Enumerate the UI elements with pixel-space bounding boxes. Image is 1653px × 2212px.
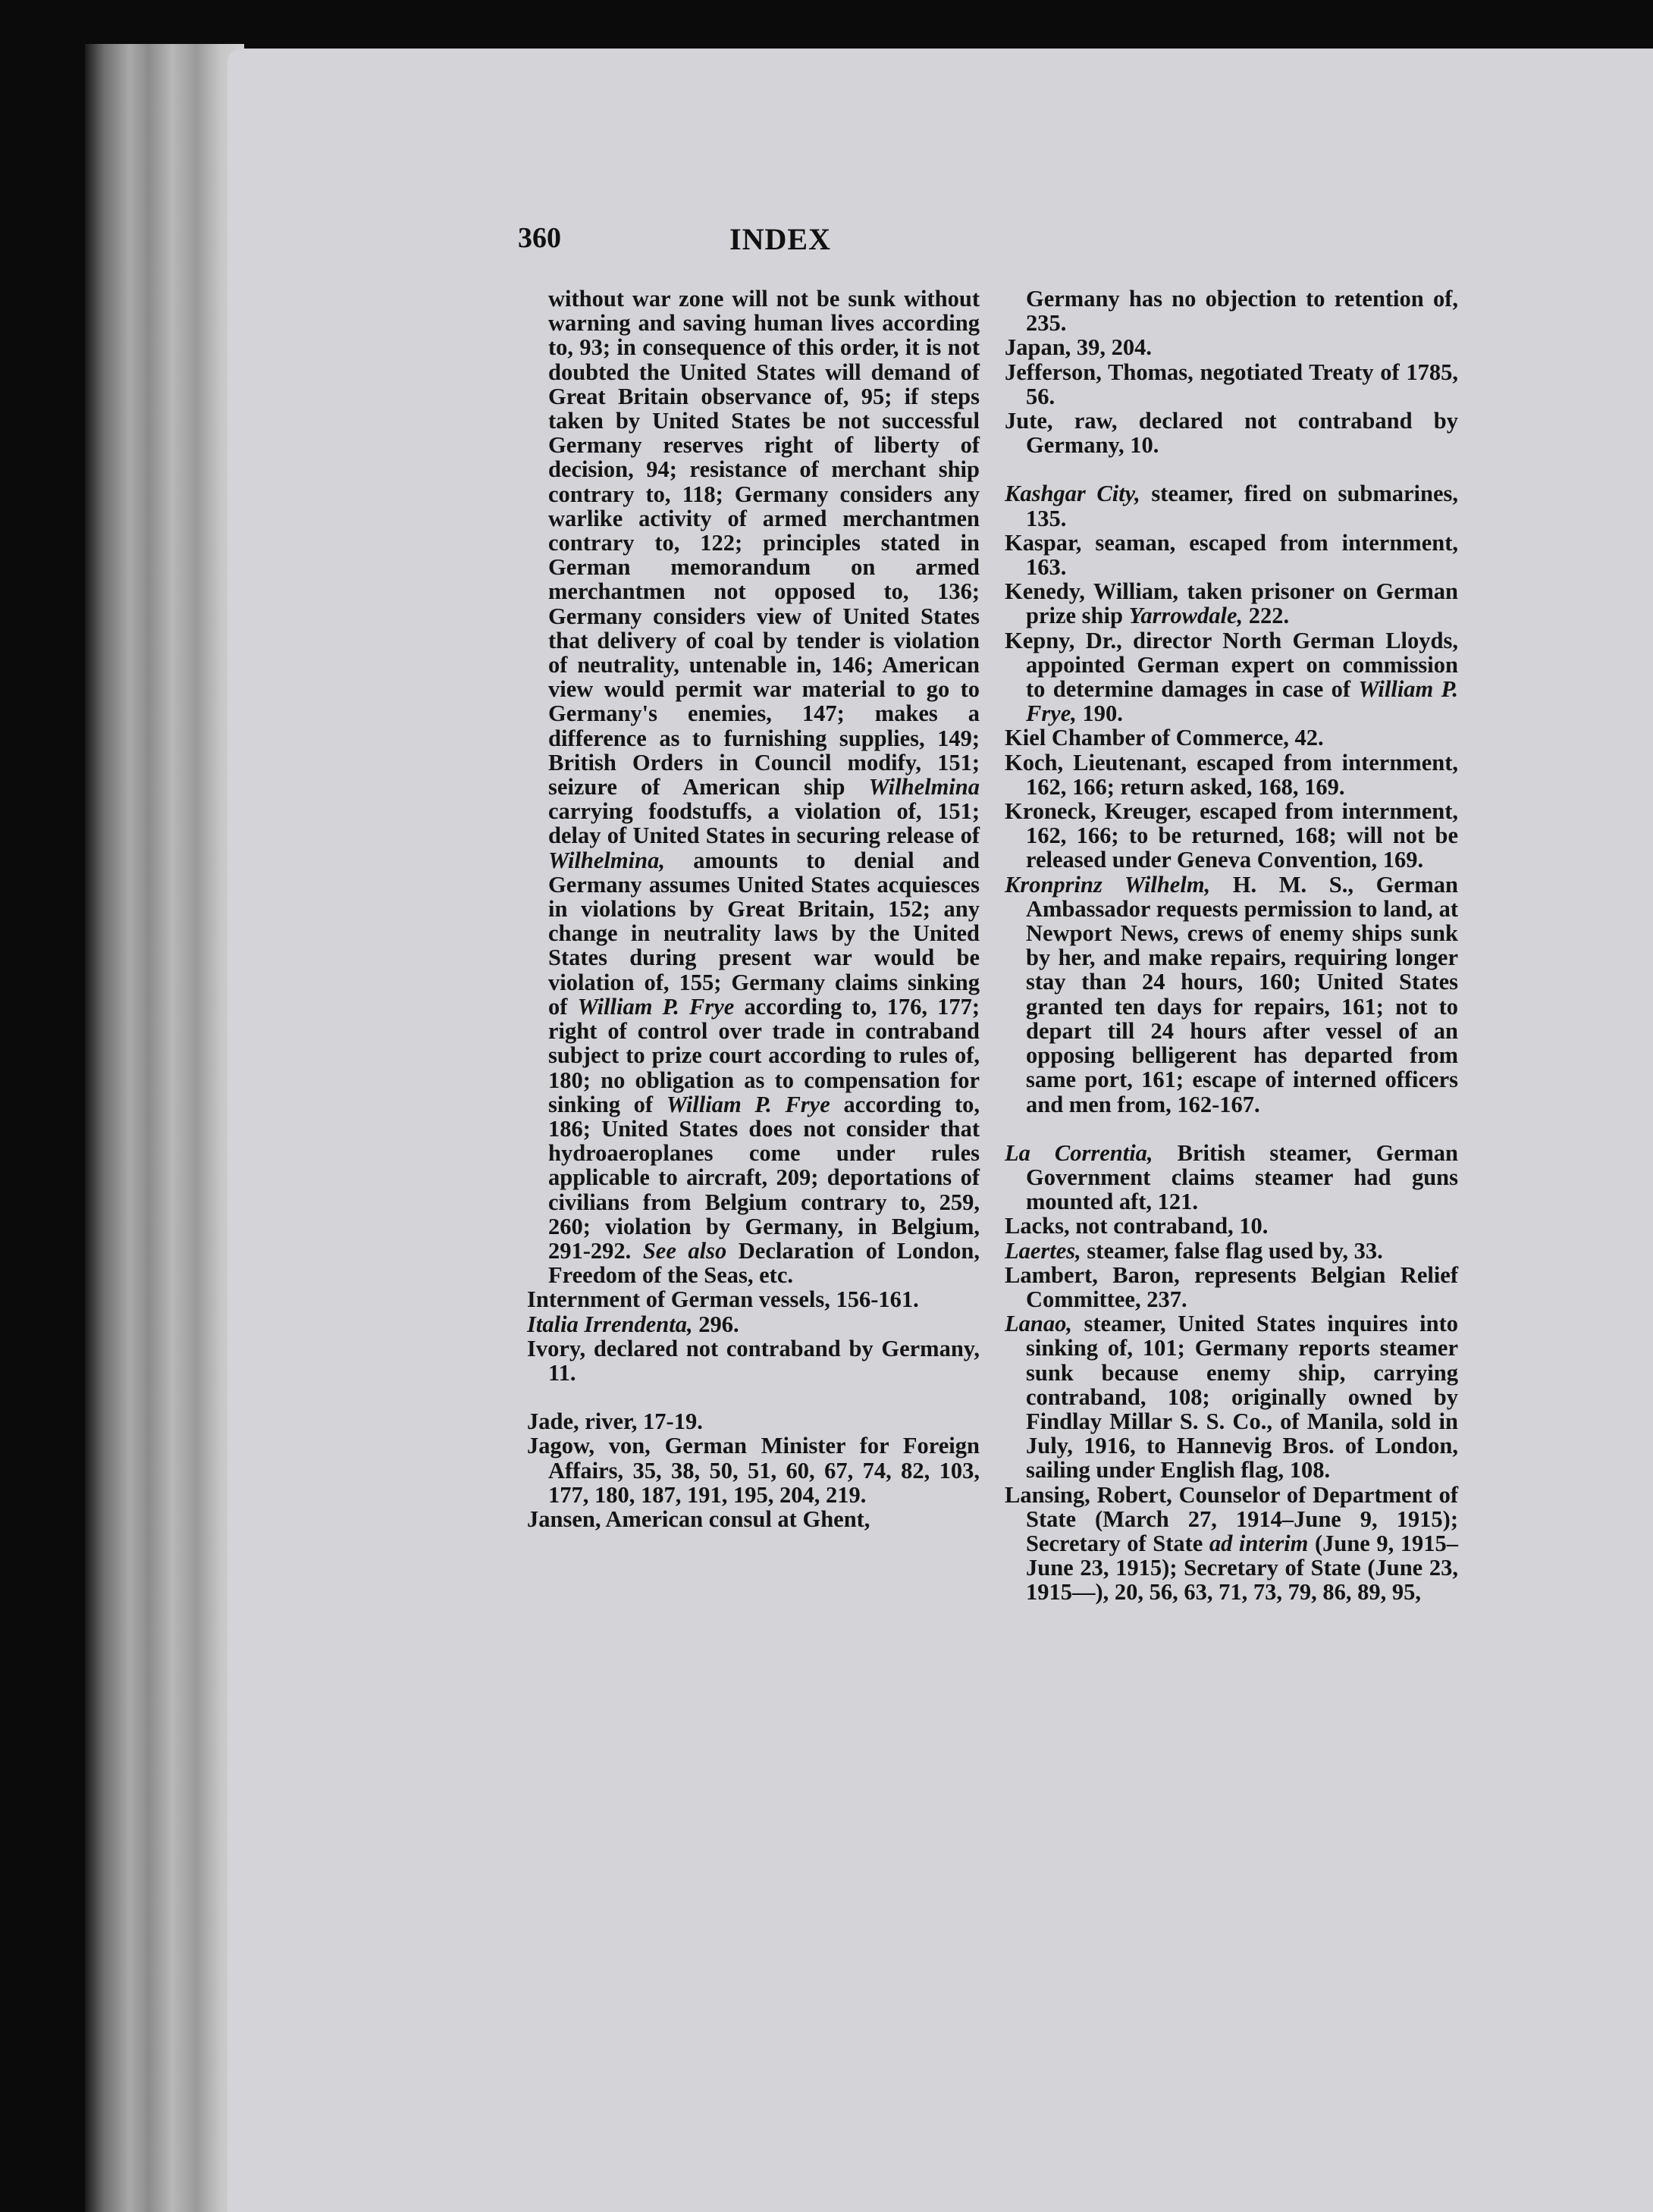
entry-text: (June 9, 1915–June 23, 1915); Secretary of State (June 23, 1915—), 20, 56, 63, 71, 73, 79, 86, 89, 95, <box>1026 1530 1459 1606</box>
entry-text: H. M. S., German Ambassador requests permission to land, at Newport News, crews of enemy ships sunk by her, and make repairs, requiring longer stay than 24 hours, 160; United States granted ten days for repairs, 161; not to depart till 24 hours after vessel of an opposing belligerent has departed from same port, 161; escape of interned officers and men from, 162-167. <box>1026 871 1458 1117</box>
entry-italic: Kronprinz Wilhelm, <box>1005 871 1211 898</box>
index-entry: Germany has no objection to retention of, 235. <box>1026 286 1458 337</box>
entry-text: according to, 176, 177; right of control over trade in contraband subject to prize court according to rules of, 180; no obligation as to compensation for sinking of <box>548 993 980 1117</box>
entry-text: carrying foodstuffs, a violation of, 151; delay of United States in securing release of <box>548 798 980 849</box>
entry-text: steamer, United States inquires into sinking of, 101; Germany reports steamer sunk because enemy ship, carrying contraband, 108; originally owned by Findlay Millar S. S. Co., of Manila, sold in July, 1916, to Hannevig Bros. of London, sailing under English flag, 108. <box>1026 1311 1459 1484</box>
entry-text: Lansing, Robert, Counselor of Department of State (March 27, 1914–June 9, 1915); Secretary of State <box>1005 1481 1458 1556</box>
entry-text: steamer, fired on submarines, 135. <box>1026 481 1458 531</box>
index-entry: Jute, raw, declared not contraband by Germany, 10. <box>1005 408 1458 459</box>
entry-italic: Italia Irrendenta, <box>527 1311 693 1337</box>
entry-italic: Lanao, <box>1005 1311 1072 1337</box>
page-number: 360 <box>518 222 561 254</box>
book-page-edge <box>85 44 244 2212</box>
entry-text: according to, 186; United States does not consider that hydroaeroplanes come under rules applicable to aircraft, 209; deportations of civilians from Belgium contrary to, 259, 260; violation by Germany, in Belgium, 291-292. <box>548 1091 980 1264</box>
entry-text: British steamer, German Government claims steamer had guns mounted aft, 121. <box>1026 1139 1458 1215</box>
index-entry <box>1005 628 1458 726</box>
entry-italic: William P. Frye, <box>1026 676 1458 727</box>
index-entry: Ivory, declared not contraband by Germany, 11. <box>527 1335 980 1386</box>
index-entry: Jagow, von, German Minister for Foreign Affairs, 35, 38, 50, 51, 60, 67, 74, 82, 103, 177, 180, 187, 191, 195, 204, 219. <box>527 1433 980 1508</box>
entry-italic: William P. Frye <box>666 1091 830 1117</box>
index-entry: Internment of German vessels, 156-161. <box>527 1286 919 1313</box>
index-entry: Jansen, American consul at Ghent, <box>527 1505 870 1532</box>
index-entry <box>527 1312 980 1336</box>
index-entry <box>1005 1141 1458 1214</box>
entry-text: 190. <box>1082 700 1123 727</box>
letter-gap <box>527 1385 980 1409</box>
running-head <box>518 221 1043 258</box>
index-entry <box>1005 1483 1458 1605</box>
index-entry: Koch, Lieutenant, escaped from internment, 162, 166; return asked, 168, 169. <box>1005 749 1458 800</box>
entry-text: Kenedy, William, taken prisoner on German prize ship <box>1005 578 1458 629</box>
entry-text: 296. <box>698 1311 739 1337</box>
index-entry: Lambert, Baron, represents Belgian Relief Committee, 237. <box>1005 1261 1458 1312</box>
entry-text: Declaration of London, Freedom of the Seas, etc. <box>548 1237 980 1289</box>
index-entry: Kiel Chamber of Commerce, 42. <box>1005 725 1324 751</box>
entry-italic: Kashgar City, <box>1005 481 1140 507</box>
index-entry: Kroneck, Kreuger, escaped from internment, 162, 166; to be returned, 168; will not be released under Geneva Convention, 169. <box>1005 798 1458 873</box>
index-entry: Lacks, not contraband, 10. <box>1005 1213 1269 1239</box>
index-column-left <box>527 287 980 1531</box>
index-entry: Japan, 39, 204. <box>1005 334 1153 361</box>
entry-text: without war zone will not be sunk without warning and saving human lives according to, 93; in consequence of this order, it is not doubted the United States will demand of Great Britain observance of, 95; if steps taken by United States be not successful Germany reserves right of liberty of decision, 94; resistance of merchant ship contrary to, 118; Germany considers any warlike activity of armed merchantmen contrary to, 122; principles stated in German memorandum on armed merchantmen not opposed to, 136; Germany considers view of United States that delivery of coal by tender is violation of neutrality, untenable in, 146; American view would permit war material to go to Germany's enemies, 147; makes a difference as to furnishing supplies, 149; British Orders in Council modify, 151; seizure of American ship <box>548 286 980 801</box>
entry-text: Kepny, Dr., director North German Lloyds, appointed German expert on commission to determine damages in case of <box>1005 627 1458 703</box>
entry-italic: ad interim <box>1209 1530 1309 1556</box>
letter-gap <box>1005 1117 1458 1141</box>
entry-italic: Wilhelmina <box>868 774 980 801</box>
index-entry <box>1005 579 1458 628</box>
index-column-right <box>1005 287 1458 1605</box>
index-entry: Jade, river, 17-19. <box>527 1408 703 1435</box>
index-entry <box>1005 873 1458 1117</box>
index-entry <box>1005 481 1458 530</box>
entry-italic: Laertes, <box>1005 1237 1081 1264</box>
index-entry <box>1005 1239 1458 1263</box>
index-entry <box>1005 1311 1458 1482</box>
letter-gap <box>1005 457 1458 481</box>
index-entry: Kaspar, seaman, escaped from internment, 163. <box>1005 529 1458 581</box>
entry-italic: Wilhelmina, <box>548 847 665 873</box>
running-title: INDEX <box>729 222 831 256</box>
entry-italic: William P. Frye <box>577 993 735 1020</box>
entry-italic: Yarrowdale, <box>1128 603 1244 629</box>
entry-italic: La Correntia, <box>1005 1139 1153 1166</box>
entry-text: 222. <box>1248 603 1290 629</box>
entry-text: steamer, false flag used by, 33. <box>1087 1237 1383 1264</box>
entry-text: amounts to denial and Germany assumes United States acquiesces in violations by Great Britain, 152; any change in neutrality laws by the United States during present war would be violation of, 155; Germany claims sinking of <box>548 847 980 1020</box>
entry-italic: See also <box>642 1237 727 1264</box>
index-entry: Jefferson, Thomas, negotiated Treaty of 1785, 56. <box>1005 359 1458 409</box>
index-entry <box>527 287 980 1287</box>
